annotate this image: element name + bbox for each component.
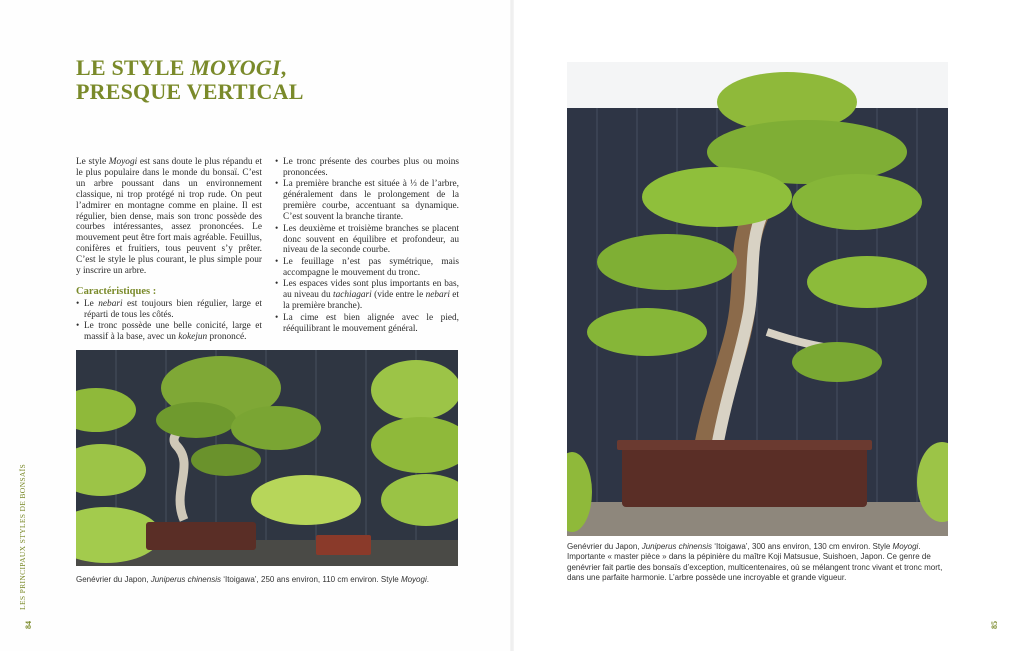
photo-caption-left bbox=[76, 575, 460, 585]
list-item: • Le tronc présente des courbes plus ou moins prononcées. bbox=[275, 157, 459, 179]
running-section-label: LES PRINCIPAUX STYLES DE BONSAÏS bbox=[18, 463, 27, 610]
list-item-term: tachiagari bbox=[332, 290, 372, 301]
photo-caption-right bbox=[567, 542, 947, 583]
title-line-1 bbox=[76, 56, 304, 80]
bonsai-illustration-left bbox=[76, 350, 458, 566]
caption-text: ‘Itoigawa’, 250 ans environ, 110 cm environ. Style bbox=[220, 575, 401, 584]
list-item-text: est toujours bien régulier, large et réparti de tous les côtés. bbox=[84, 298, 263, 320]
list-item bbox=[275, 279, 459, 312]
text-column-2 bbox=[275, 157, 459, 335]
intro-text-b: est sans doute le plus répandu et le plus populaire dans le monde du bonsaï. C’est un arbre poussant dans un environnement classique, ni trop protégé ni trop rude. On peut l’admirer en montagne comme en plaine. Il est régulier, bien dense, mais son tronc possède des courbes intéressantes, assez prononcées. Le mouvement peut être fort mais agréable. Feuillus, conifères et fruitiers, tous peuvent s’y prêter. C’est le style le plus courant, le plus simple pour y inscrire un arbre. bbox=[76, 157, 262, 277]
page-number-right: 85 bbox=[990, 621, 999, 629]
title-suffix: , bbox=[280, 55, 287, 80]
intro-paragraph bbox=[76, 157, 262, 277]
caption-text: Genévrier du Japon, bbox=[567, 542, 642, 551]
list-item: • La cime est bien alignée avec le pied, rééquilibrant le mouvement général. bbox=[275, 313, 459, 335]
bonsai-photo-right bbox=[567, 62, 948, 536]
list-item bbox=[76, 321, 262, 343]
list-item bbox=[76, 299, 262, 321]
caption-species: Juniperus chinensis bbox=[150, 575, 221, 584]
list-item: • La première branche est située à ⅓ de l’arbre, généralement dans le prolongement de la première courbe, accentuant sa dynamique. C’est souvent la branche tirante. bbox=[275, 179, 459, 223]
text-column-1 bbox=[76, 157, 262, 344]
list-item: • Le feuillage n’est pas symétrique, mais accompagne le mouvement du tronc. bbox=[275, 257, 459, 279]
list-item-text: et la première branche). bbox=[283, 290, 459, 312]
list-item-term: nebari bbox=[98, 298, 123, 309]
intro-style-name: Moyogi bbox=[108, 157, 138, 167]
list-item-text: Le bbox=[84, 298, 99, 309]
caption-text: . bbox=[426, 575, 429, 584]
title-line-2: PRESQUE VERTICAL bbox=[76, 79, 304, 104]
caption-text: Genévrier du Japon, bbox=[76, 575, 151, 584]
characteristics-list-1 bbox=[76, 299, 262, 343]
title-emphasis: MOYOGI bbox=[190, 55, 281, 80]
characteristics-heading: Caractéristiques : bbox=[76, 285, 157, 297]
list-item-term: nebari bbox=[425, 290, 450, 301]
list-item-text: Les espaces vides sont plus importants en bas, au niveau du bbox=[283, 279, 459, 301]
page-title bbox=[76, 56, 304, 104]
list-item-term: kokejun bbox=[178, 332, 208, 343]
caption-style: Moyogi bbox=[400, 575, 427, 584]
caption-species: Juniperus chinensis bbox=[641, 542, 712, 551]
list-item-text: Le tronc possède une belle conicité, large et massif à la base, avec un bbox=[84, 321, 262, 343]
bonsai-illustration-right bbox=[567, 62, 948, 536]
bonsai-photo-left bbox=[76, 350, 458, 566]
page-number-left: 84 bbox=[24, 621, 33, 629]
list-item: • Les deuxième et troisième branches se placent donc souvent en équilibre et profondeur, au niveau de la seconde courbe. bbox=[275, 224, 459, 257]
title-prefix: LE STYLE bbox=[76, 55, 191, 80]
caption-text: ‘Itoigawa’, 300 ans environ, 130 cm environ. Style bbox=[711, 542, 893, 551]
intro-text-a: Le style bbox=[76, 157, 109, 167]
characteristics-list-2 bbox=[275, 157, 459, 334]
list-item-text: prononcé. bbox=[207, 332, 247, 343]
book-gutter bbox=[510, 0, 514, 651]
caption-style: Moyogi bbox=[892, 542, 919, 551]
list-item-text: (vide entre le bbox=[371, 290, 426, 301]
caption-text: . Importante « master pièce » dans la pépinière du maître Koji Matsusue, Suishoen, Japon. Ce genre de genévrier fait partie des bonsaïs d’exception, multicentenaires, où se mélangent tronc vivant et tronc mort, dans une parfaite harmonie. L’arbre possède une incroyable et grande vigueur. bbox=[567, 542, 943, 582]
